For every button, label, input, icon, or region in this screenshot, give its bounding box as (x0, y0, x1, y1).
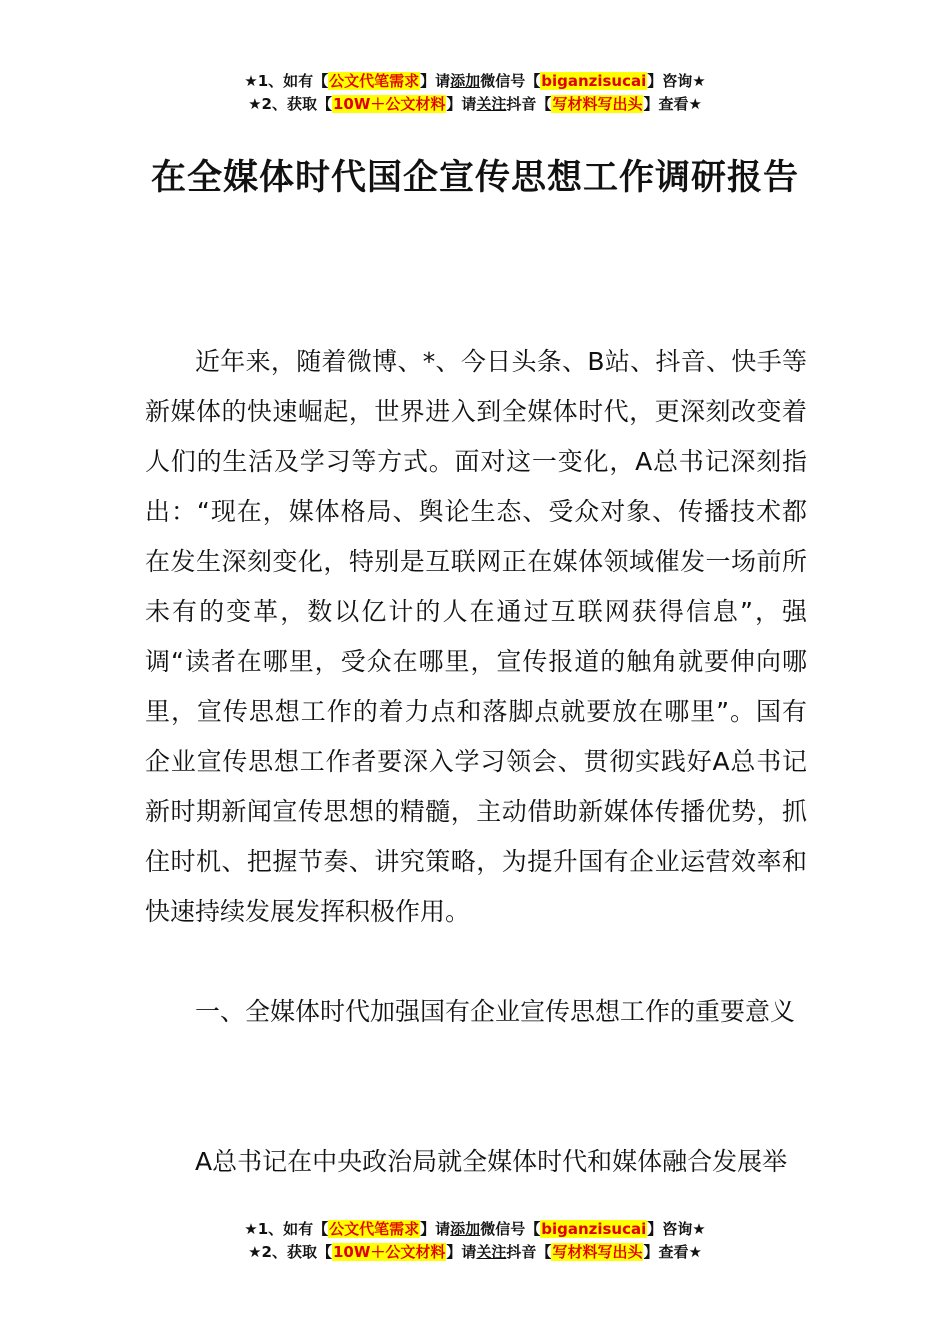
star-icon: ★ (244, 72, 258, 90)
promo-line-1 (0, 1218, 950, 1241)
promo-text: 】请 (446, 1243, 477, 1261)
promo-banner-bottom (0, 1218, 950, 1264)
highlight-service: 公文代笔需求 (329, 1220, 420, 1238)
body-paragraph-2: A总书记在中央政治局就全媒体时代和媒体融合发展举 (195, 1147, 788, 1176)
promo-banner-top (0, 70, 950, 116)
promo-text: 1、如有【 (257, 72, 329, 90)
promo-text: 】请 (420, 1220, 451, 1238)
underlined-action: 添加 (450, 72, 481, 90)
document-title: 在全媒体时代国企宣传思想工作调研报告 (150, 158, 799, 198)
body-paragraph-1: 近年来，随着微博、*、今日头条、B站、抖音、快手等新媒体的快速崛起，世界进入到全媒体时代，更深刻改变着人们的生活及学习等方式。面对这一变化，A总书记深刻指出：“现在，媒体格局、舆论生态、受众对象、传播技术都在发生深刻变化，特别是互联网正在媒体领域催发一场前所未有的变革，数以亿计的人在通过互联网获得信息”，强调“读者在哪里，受众在哪里，宣传报道的触角就要伸向哪里，宣传思想工作的着力点和落脚点就要放在哪里”。国有企业宣传思想工作者要深入学习领会、贯彻实践好A总书记新时期新闻宣传思想的精髓，主动借助新媒体传播优势，抓住时机、把握节奏、讲究策略，为提升国有企业运营效率和快速持续发展发挥积极作用。 (145, 347, 807, 926)
highlight-douyin-account: 写材料写出头 (552, 1243, 643, 1261)
promo-text: 抖音【 (506, 1243, 552, 1261)
promo-text: 2、获取【 (261, 95, 332, 113)
star-icon: ★ (248, 95, 262, 113)
promo-text: 微信号【 (480, 1220, 541, 1238)
star-icon: ★ (248, 1243, 262, 1261)
promo-text: 抖音【 (506, 95, 552, 113)
promo-text: 】咨询 (647, 72, 693, 90)
promo-text: 1、如有【 (257, 1220, 329, 1238)
star-icon: ★ (688, 95, 702, 113)
promo-text: 】查看 (643, 1243, 689, 1261)
underlined-action: 关注 (476, 95, 507, 113)
promo-line-2 (0, 93, 950, 116)
underlined-action: 关注 (476, 1243, 507, 1261)
underlined-action: 添加 (450, 1220, 481, 1238)
promo-text: 微信号【 (480, 72, 541, 90)
highlight-douyin-account: 写材料写出头 (552, 95, 643, 113)
promo-text: 】咨询 (647, 1220, 693, 1238)
highlight-wechat-id: biganzisucai (541, 1220, 647, 1238)
star-icon: ★ (692, 1220, 706, 1238)
star-icon: ★ (688, 1243, 702, 1261)
highlight-service: 公文代笔需求 (329, 72, 420, 90)
highlight-materials: 10W＋公文材料 (332, 95, 446, 113)
promo-text: 2、获取【 (261, 1243, 332, 1261)
section-heading-1: 一、全媒体时代加强国有企业宣传思想工作的重要意义 (195, 997, 796, 1026)
promo-text: 】查看 (643, 95, 689, 113)
highlight-wechat-id: biganzisucai (541, 72, 647, 90)
star-icon: ★ (244, 1220, 258, 1238)
promo-line-1 (0, 70, 950, 93)
star-icon: ★ (692, 72, 706, 90)
promo-text: 】请 (446, 95, 477, 113)
highlight-materials: 10W＋公文材料 (332, 1243, 446, 1261)
promo-text: 】请 (420, 72, 451, 90)
promo-line-2 (0, 1241, 950, 1264)
